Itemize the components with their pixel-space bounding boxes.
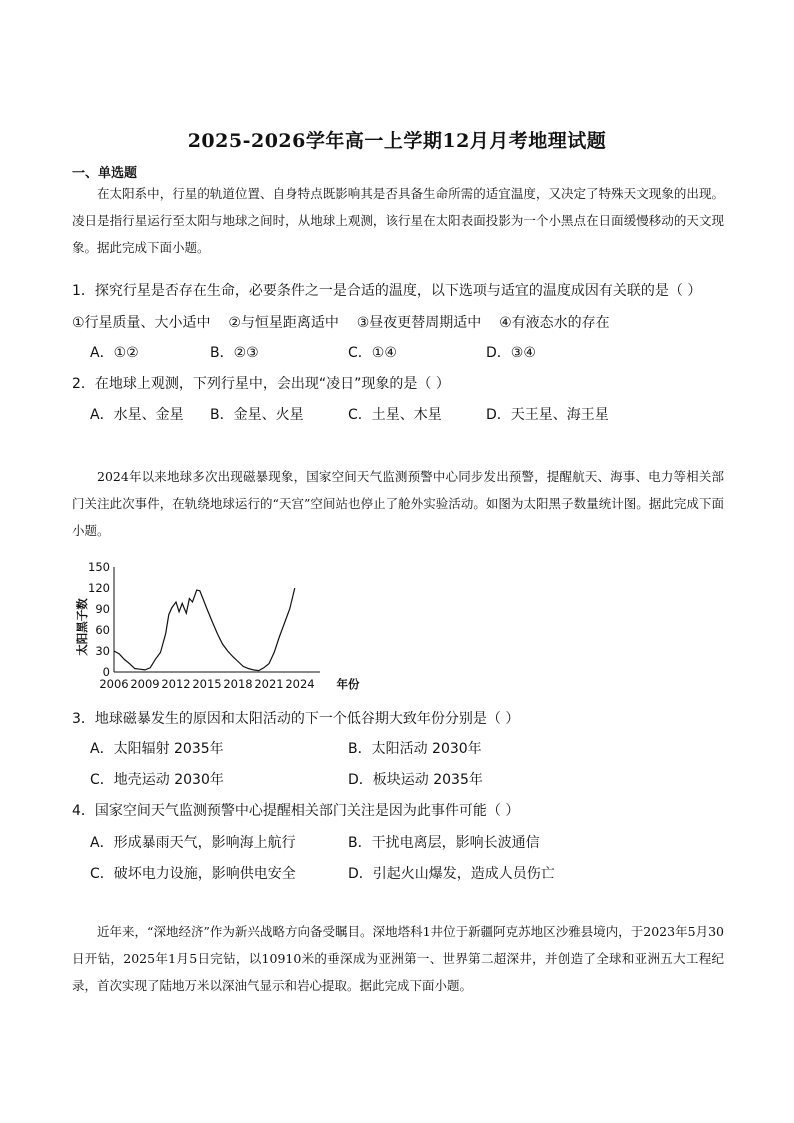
option-a[interactable]: A．水星、金星 xyxy=(90,407,184,423)
sunspot-series-line xyxy=(114,588,295,671)
option-b[interactable]: B．金星、火星 xyxy=(210,407,304,423)
option-b[interactable]: B．②③ xyxy=(210,345,259,361)
y-axis-label: 太阳黑子数 xyxy=(75,598,89,656)
section-heading: 一、单选题 xyxy=(72,166,138,181)
x-tick-label: 2015 xyxy=(192,677,222,691)
y-tick-label: 60 xyxy=(95,623,110,637)
statement-2: ②与恒星距离适中 xyxy=(228,315,339,331)
question-2-stem: 2．在地球上观测，下列行星中，会出现“凌日”现象的是（ ） xyxy=(72,376,450,392)
x-axis-label: 年份 xyxy=(336,677,360,691)
statement-4: ④有液态水的存在 xyxy=(499,315,610,331)
y-axis-ticks xyxy=(88,560,110,679)
x-tick-label: 2018 xyxy=(223,677,253,691)
option-a[interactable]: A．太阳辐射 2035年 xyxy=(90,741,224,757)
x-tick-label: 2006 xyxy=(99,677,129,691)
option-d[interactable]: D．板块运动 2035年 xyxy=(348,772,483,788)
question-1-statements xyxy=(72,312,610,332)
option-b[interactable]: B．干扰电离层，影响长波通信 xyxy=(348,835,540,851)
question-4-stem: 4．国家空间天气监测预警中心提醒相关部门关注是因为此事件可能（ ） xyxy=(72,803,520,819)
y-tick-label: 30 xyxy=(95,644,110,658)
option-b[interactable]: B．太阳活动 2030年 xyxy=(348,741,482,757)
sunspot-chart xyxy=(72,555,372,695)
y-tick-label: 120 xyxy=(88,581,110,595)
question-3-stem: 3．地球磁暴发生的原因和太阳活动的下一个低谷期大致年份分别是（ ） xyxy=(72,711,520,727)
x-axis-ticks xyxy=(99,677,314,691)
statement-1: ①行星质量、大小适中 xyxy=(72,315,211,331)
y-tick-label: 0 xyxy=(102,665,110,679)
option-c[interactable]: C．地壳运动 2030年 xyxy=(90,772,224,788)
passage-deep-earth: 近年来，“深地经济”作为新兴战略方向备受瞩目。深地塔科1井位于新疆阿克苏地区沙雅县境内，于2023年5月30日开钻，2025年1月5日完钻，以10910米的垂深成为亚洲第一、世界第二超深井，并创造了全球和亚洲五大工程纪录，首次实现了陆地万米以深油气显示和岩心提取。据此完成下面小题。 xyxy=(72,924,724,993)
x-tick-label: 2024 xyxy=(285,677,315,691)
option-d[interactable]: D．③④ xyxy=(486,345,536,361)
passage-solar-system: 在太阳系中，行星的轨道位置、自身特点既影响其是否具备生命所需的适宜温度，又决定了特殊天文现象的出现。凌日是指行星运行至太阳与地球之间时，从地球上观测，该行星在太阳表面投影为一个小黑点在日面缓慢移动的天文现象。据此完成下面小题。 xyxy=(72,186,724,255)
x-tick-label: 2012 xyxy=(161,677,191,691)
statement-3: ③昼夜更替周期适中 xyxy=(356,315,482,331)
y-tick-label: 150 xyxy=(88,560,110,574)
x-tick-label: 2021 xyxy=(254,677,284,691)
option-a[interactable]: A．①② xyxy=(90,345,139,361)
question-1-stem: 1．探究行星是否存在生命，必要条件之一是合适的温度，以下选项与适宜的温度成因有关联的是（ ） xyxy=(72,283,702,299)
option-a[interactable]: A．形成暴雨天气，影响海上航行 xyxy=(90,835,296,851)
option-d[interactable]: D．天王星、海王星 xyxy=(486,407,609,423)
option-c[interactable]: C．破坏电力设施，影响供电安全 xyxy=(90,866,296,882)
exam-title: 2025-2026学年高一上学期12月月考地理试题 xyxy=(187,130,607,152)
passage-magnetic-storm: 2024年以来地球多次出现磁暴现象，国家空间天气监测预警中心同步发出预警，提醒航天、海事、电力等相关部门关注此次事件，在轨绕地球运行的“天宫”空间站也停止了舱外实验活动。如图为太阳黑子数量统计图。据此完成下面小题。 xyxy=(72,469,724,538)
y-tick-label: 90 xyxy=(95,602,110,616)
x-tick-label: 2009 xyxy=(130,677,160,691)
option-d[interactable]: D．引起火山爆发，造成人员伤亡 xyxy=(348,866,555,882)
option-c[interactable]: C．土星、木星 xyxy=(348,407,442,423)
option-c[interactable]: C．①④ xyxy=(348,345,397,361)
